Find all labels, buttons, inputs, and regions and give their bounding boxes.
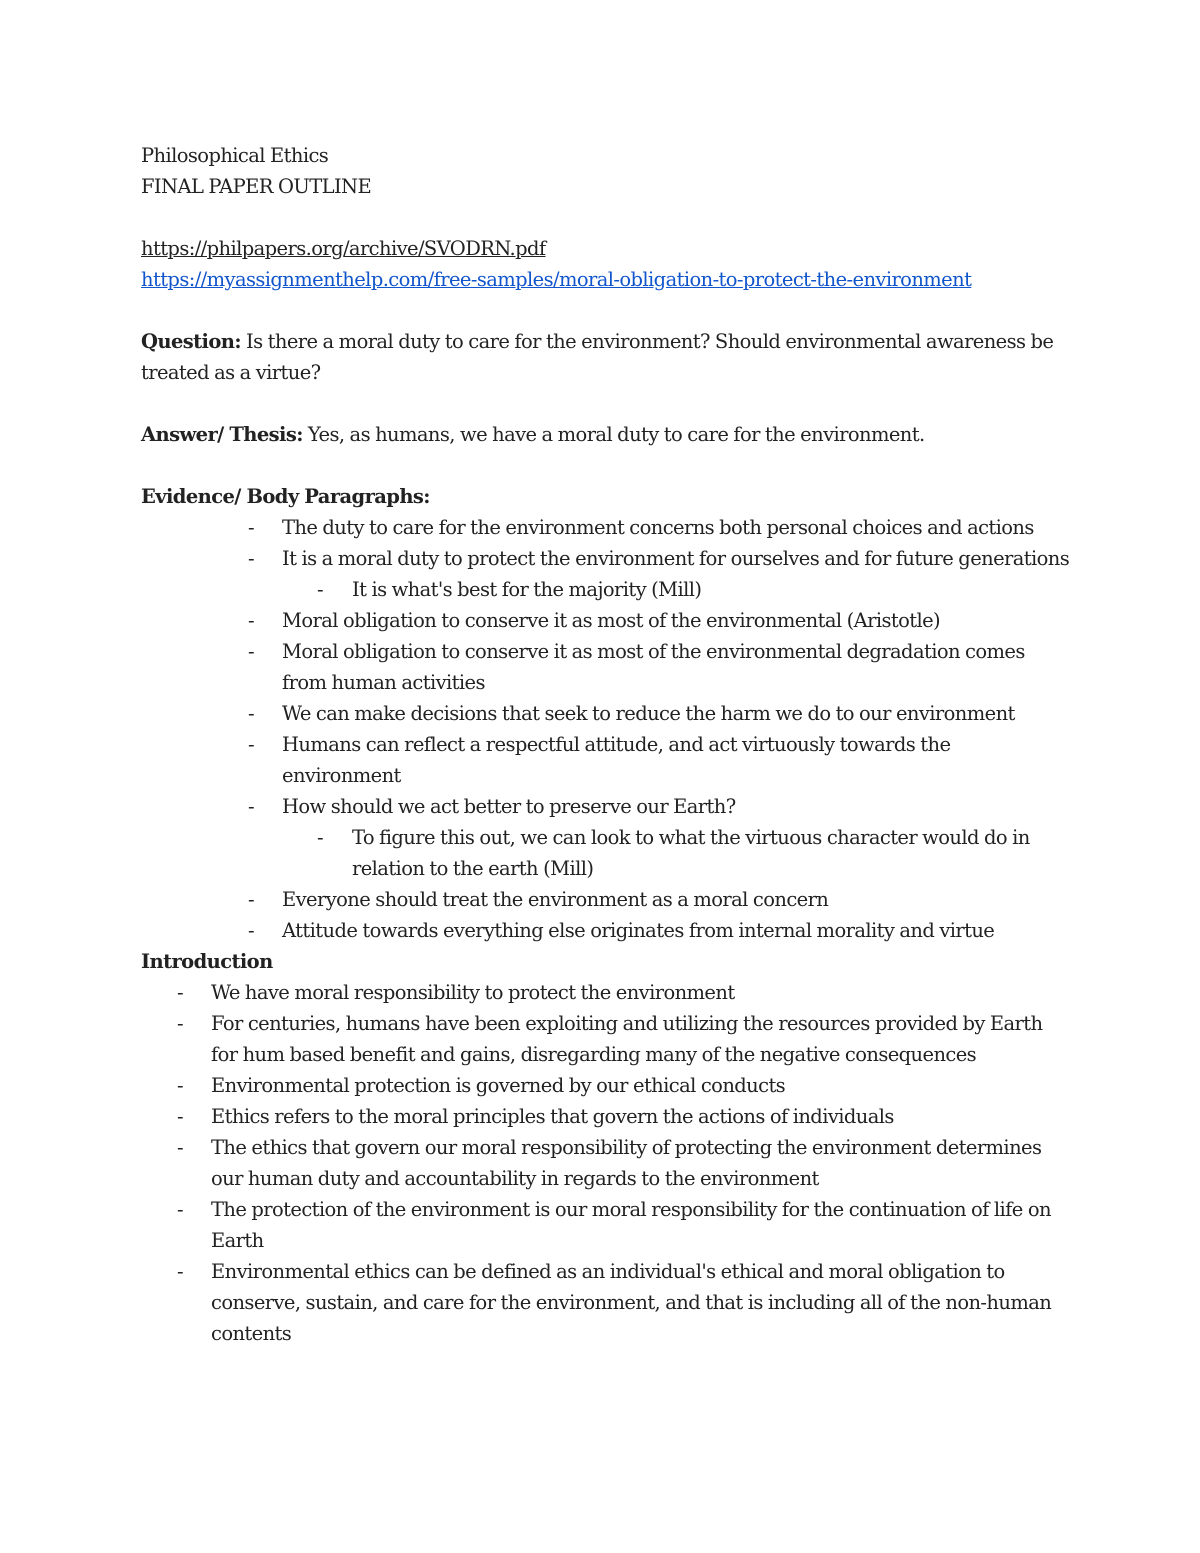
evidence-list	[141, 512, 1071, 946]
introduction-item: - The ethics that govern our moral responsibility of protecting the environment determines our human duty and accountability in regards to the environment	[141, 1132, 1071, 1194]
introduction-list	[141, 977, 1071, 1349]
evidence-item: - Everyone should treat the environment as a moral concern	[141, 884, 1071, 915]
source-link-philpapers[interactable]: https://philpapers.org/archive/SVODRN.pdf	[141, 237, 546, 260]
evidence-heading-text: Evidence/ Body Paragraphs:	[141, 485, 430, 508]
spacer	[141, 295, 1071, 326]
evidence-subitem: - To figure this out, we can look to what the virtuous character would do in relation to the earth (Mill)	[282, 822, 1071, 884]
evidence-subitem: - It is what's best for the majority (Mill)	[282, 574, 1071, 605]
introduction-item: - Environmental ethics can be defined as an individual's ethical and moral obligation to conserve, sustain, and care for the environment, and that is including all of the non-human contents	[141, 1256, 1071, 1349]
introduction-heading-text: Introduction	[141, 950, 273, 973]
evidence-sublist	[282, 822, 1071, 884]
answer-label: Answer/ Thesis:	[141, 423, 303, 446]
answer-paragraph	[141, 419, 1071, 450]
evidence-item: - Moral obligation to conserve it as most of the environmental (Aristotle)	[141, 605, 1071, 636]
document-title: FINAL PAPER OUTLINE	[141, 175, 372, 198]
introduction-item: - For centuries, humans have been exploiting and utilizing the resources provided by Earth for hum based benefit and gains, disregarding many of the negative consequences	[141, 1008, 1071, 1070]
evidence-item: - Attitude towards everything else originates from internal morality and virtue	[141, 915, 1071, 946]
evidence-item-text: How should we act better to preserve our Earth?	[282, 795, 736, 818]
evidence-item: - We can make decisions that seek to reduce the harm we do to our environment	[141, 698, 1071, 729]
evidence-item	[141, 791, 1071, 884]
spacer	[141, 202, 1071, 233]
spacer	[141, 450, 1071, 481]
question-label: Question:	[141, 330, 241, 353]
spacer	[141, 388, 1071, 419]
introduction-item: - Ethics refers to the moral principles that govern the actions of individuals	[141, 1101, 1071, 1132]
evidence-sublist	[282, 574, 1071, 605]
introduction-item: - Environmental protection is governed by our ethical conducts	[141, 1070, 1071, 1101]
question-text: Is there a moral duty to care for the environment? Should environmental awareness be treated as a virtue?	[141, 330, 1054, 384]
evidence-item-text: It is a moral duty to protect the environment for ourselves and for future generations	[282, 547, 1070, 570]
evidence-item	[141, 543, 1071, 605]
source-link-myassignmenthelp[interactable]: https://myassignmenthelp.com/free-samples/moral-obligation-to-protect-the-environment	[141, 268, 972, 291]
evidence-item: - The duty to care for the environment concerns both personal choices and actions	[141, 512, 1071, 543]
document-page	[141, 140, 1071, 1349]
introduction-item: - The protection of the environment is our moral responsibility for the continuation of life on Earth	[141, 1194, 1071, 1256]
introduction-item: - We have moral responsibility to protect the environment	[141, 977, 1071, 1008]
evidence-heading	[141, 481, 1071, 512]
course-name: Philosophical Ethics	[141, 144, 329, 167]
evidence-item: - Moral obligation to conserve it as most of the environmental degradation comes from human activities	[141, 636, 1071, 698]
introduction-heading	[141, 946, 1071, 977]
evidence-item: - Humans can reflect a respectful attitude, and act virtuously towards the environment	[141, 729, 1071, 791]
question-paragraph	[141, 326, 1071, 388]
answer-text: Yes, as humans, we have a moral duty to care for the environment.	[302, 423, 925, 446]
